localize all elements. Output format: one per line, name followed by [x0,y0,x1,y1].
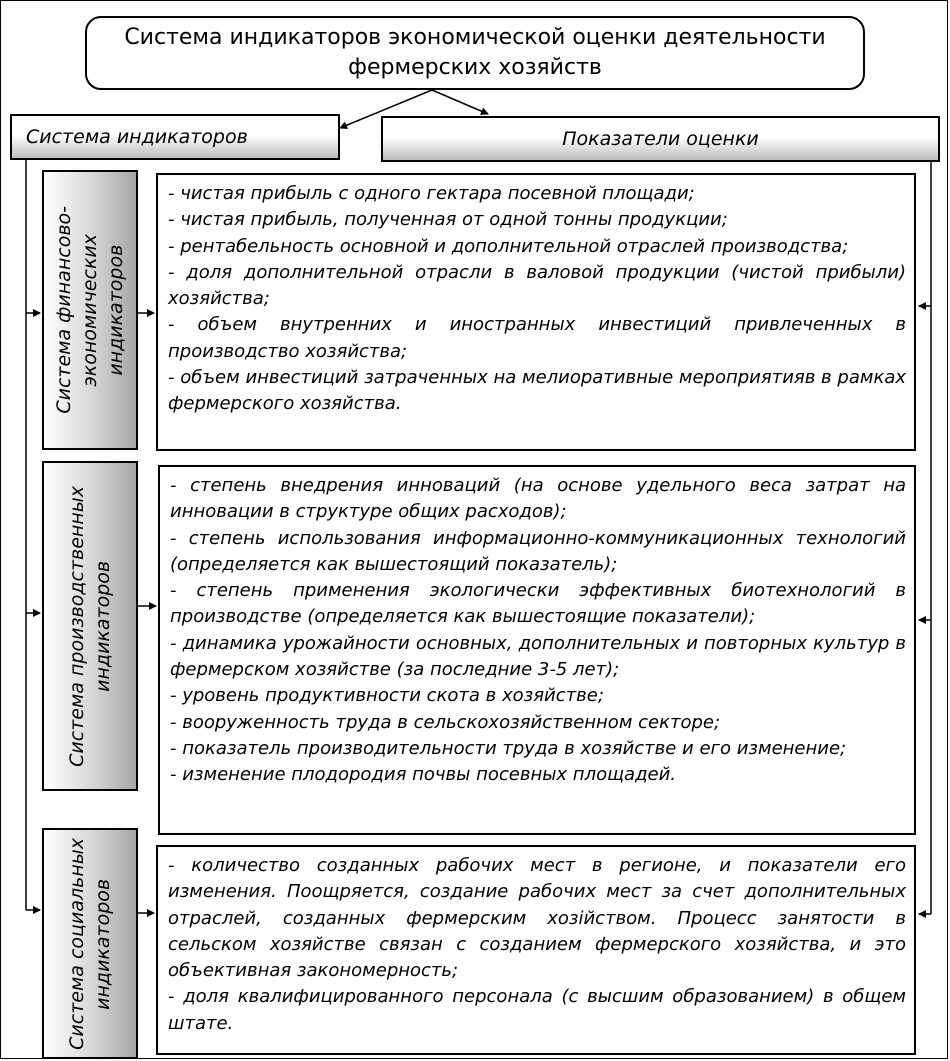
list-item: - чистая прибыль с одного гектара посевной площади; [168,183,695,204]
list-item: - чистая прибыль, полученная от одной тонны продукции; [168,209,728,231]
group-production [42,461,138,791]
list-item: - объем внутренних и иностранных инвестиций привлеченных в производство хозяйства; [168,314,906,362]
diagram-title: Система индикаторов экономической оценки деятельности фермерских хозяйств [85,16,865,90]
arrow-title-to-metrics [432,90,488,114]
content-financial-economic [156,173,916,451]
group-label: Система финансово- экономических индикаторов [53,206,127,414]
list-item: - степень внедрения инноваций (на основе удельного веса затрат на инновации в структуре общих расходов); [170,475,906,523]
group-financial-economic [42,170,138,450]
list-item: - динамика урожайности основных, дополнительных и повторных культур в фермерском хозяйстве (за последние 3-5 лет); [170,632,906,681]
list-item: - количество созданных рабочих мест в регионе, и показатели его изменения. Поощряется, создание рабочих мест за счет дополнительных отраслей, созданных фермерским хозійством. Процесс занятости в сельском хозяйстве связан с созданием фермерского хозяйства, и это объективная закономерность; [168,855,906,982]
content-production [158,465,916,835]
list-item: - степень применения экологически эффективных биотехнологий в производстве (определяется как вышестоящие показатели); [170,580,906,628]
list-item: - доля дополнительной отрасли в валовой продукции (чистой прибыли) хозяйства; [168,261,906,310]
list-item: - уровень продуктивности скота в хозяйстве; [170,685,604,707]
content-social [156,845,916,1055]
list-item: - степень использования информационно-коммуникационных технологий (определяется как вышестоящий показатель); [170,527,906,575]
list-item: - изменение плодородия почвы посевных площадей. [170,764,677,786]
group-social [42,828,138,1059]
header-evaluation-metrics: Показатели оценки [381,116,940,162]
list-item: - объем инвестиций затраченных на мелиоративные мероприятияв в рамках фермерского хозяйства. [168,367,906,415]
list-item: - показатель производительности труда в хозяйстве и его изменение; [170,737,847,759]
group-label: Система производственных индикаторов [66,485,114,767]
header-indicator-system: Система индикаторов [10,114,340,160]
list-item: - рентабельность основной и дополнительной отраслей производства; [168,235,849,257]
list-item: - доля квалифицированного персонала (с высшим образованием) в общем штате. [168,986,906,1034]
group-label: Система социальных индикаторов [66,837,114,1050]
list-item: - вооруженность труда в сельскохозяйственном секторе; [170,711,721,733]
